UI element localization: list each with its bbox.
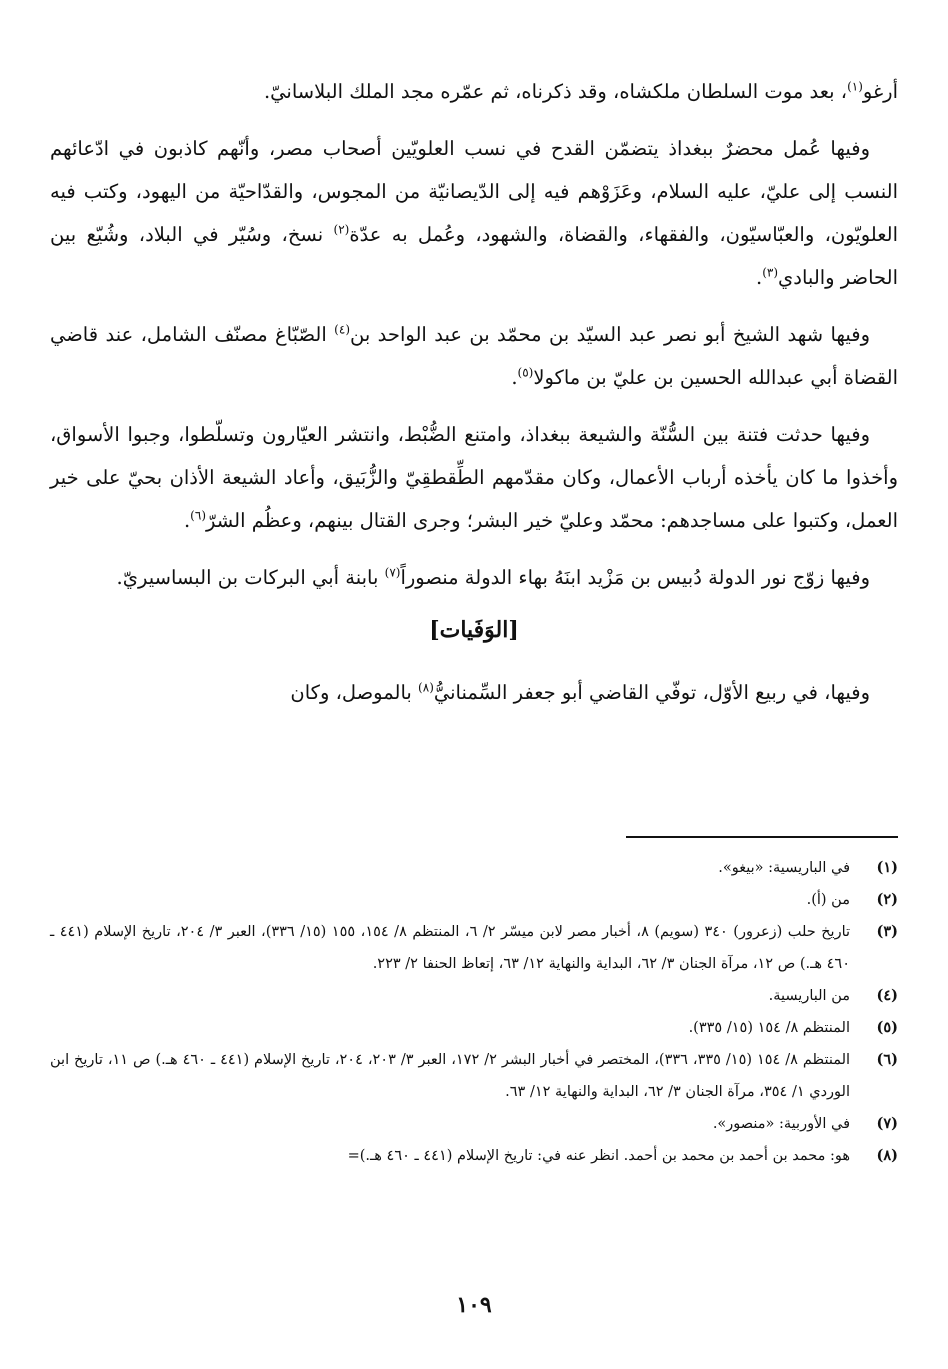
footnote-marker-8: (٨) xyxy=(418,680,434,695)
footnote-marker-3: (٣) xyxy=(762,265,779,280)
footnote-text: من (أ). xyxy=(806,892,850,908)
section-heading: [الوَفَيات] xyxy=(429,617,519,643)
text-run: وفيها حدثت فتنة بين السُّنّة والشيعة ببغداذ، وامتنع الضُّبْط، وانتشر العيّارون وتسلّطوا، وجبوا الأسواق، وأخذوا ما كان يأخذه أرباب الأعمال، وكان مقدّمهم الطِّقطقِيّ والزُّبَيق، وأعاد الشيعة الأذان بحيّ على خير العمل، وكتبوا على مساجدهم: محمّد وعليّ خير البشر؛ وجرى القتال بينهم، وعظُم الشرّ xyxy=(50,423,898,532)
footnote-1 xyxy=(50,852,898,884)
text-run: الصّبّاغ مصنّف الشامل، عند قاضي القضاة أبي عبدالله الحسين بن عليّ بن ماكولا xyxy=(50,323,898,389)
text-run: . xyxy=(183,509,191,532)
footnote-5 xyxy=(50,1012,898,1044)
footnote-2 xyxy=(50,884,898,916)
footnote-separator xyxy=(626,836,898,838)
paragraph-3 xyxy=(50,313,898,399)
footnote-3 xyxy=(50,916,898,980)
main-text xyxy=(50,70,898,728)
paragraph-4 xyxy=(50,413,898,542)
text-run: نسخ، وسُيّر في البلاد، وشُيّع بين الحاضر والبادي xyxy=(50,223,898,289)
text-run: وفيها شهد الشيخ أبو نصر عبد السيّد بن محمّد بن عبد الواحد بن xyxy=(350,323,870,346)
paragraph-5 xyxy=(50,556,898,599)
page-number: ١٠٩ xyxy=(456,1292,492,1318)
footnote-number: (٢) xyxy=(876,891,898,908)
footnote-text: المنتظم ٨/ ١٥٤ (١٥/ ٣٣٥، ٣٣٦)، المختصر في أخبار البشر ٢/ ١٧٢، العبر ٣/ ٢٠٣، ٢٠٤، تاريخ الإسلام (٤٤١ ـ ٤٦٠ هـ.) ص ١١، تاريخ ابن الوردي ١/ ٣٥٤، مرآة الجنان ٣/ ٦٢، البداية والنهاية ١٢/ ٦٣. xyxy=(50,1052,851,1100)
footnotes xyxy=(50,852,898,1172)
text-run: وفيها زوّج نور الدولة دُبيس بن مَزْيد ابنَهُ بهاء الدولة منصوراً xyxy=(400,566,870,589)
footnote-4 xyxy=(50,980,898,1012)
footnote-marker-7: (٧) xyxy=(384,565,401,580)
paragraph-6 xyxy=(50,671,898,714)
text-run: بابنة أبي البركات بن البساسيريّ. xyxy=(116,566,385,589)
footnote-number: (٥) xyxy=(876,1019,898,1036)
footnote-6 xyxy=(50,1044,898,1108)
footnote-7 xyxy=(50,1108,898,1140)
text-run: أرغو xyxy=(862,80,898,103)
footnote-marker-2: (٢) xyxy=(333,222,350,237)
text-run: . xyxy=(756,266,763,289)
footnote-text: من الباريسية. xyxy=(768,988,850,1004)
text-run: وفيها عُمل محضرٌ ببغداذ يتضمّن القدح في نسب العلويّين أصحاب مصر، وأنّهم كاذبون في ادّعائهم النسب إلى عليّ، عليه السلام، وعَزَوْهم فيه إلى الدّيصانيّة من المجوس، والقدّاحيّة من اليهود، وكتب فيه العلويّون، والعبّاسيّون، والفقهاء، والقضاة، والشهود، وعُمل به عدّة xyxy=(50,137,898,246)
text-run: وفيها، في ربيع الأوّل، توفّي القاضي أبو جعفر السِّمنانيُّ xyxy=(433,681,870,704)
footnote-marker-6: (٦) xyxy=(190,508,206,523)
footnote-number: (٤) xyxy=(876,987,898,1004)
footnote-number: (١) xyxy=(876,859,898,876)
paragraph-2 xyxy=(50,127,898,299)
paragraph-1 xyxy=(50,70,898,113)
text-run: بالموصل، وكان xyxy=(290,681,419,704)
footnote-8 xyxy=(50,1140,898,1172)
footnote-marker-5: (٥) xyxy=(517,365,534,380)
footnote-number: (٨) xyxy=(876,1147,898,1164)
footnote-text: تاريخ حلب (زعرور) ٣٤٠ (سويم) ٨، أخبار مصر لابن ميسّر ٢/ ٦، المنتظم ٨/ ١٥٤، ١٥٥ (١٥/ ٣٣٦)، العبر ٣/ ٢٠٤، تاريخ الإسلام (٤٤١ ـ ٤٦٠ هـ.) ص ١٢، مرآة الجنان ٣/ ٦٢، البداية والنهاية ١٢/ ٦٣، إتعاظ الحنفا ٢/ ٢٢٣. xyxy=(50,924,851,972)
footnote-text: في الأوربية: «منصور». xyxy=(712,1116,850,1132)
footnote-number: (٧) xyxy=(876,1115,898,1132)
text-run: ، بعد موت السلطان ملكشاه، وقد ذكرناه، ثم عمّره مجد الملك البلاسانيّ. xyxy=(263,80,848,103)
footnote-text: هو: محمد بن أحمد بن محمد بن أحمد. انظر عنه في: تاريخ الإسلام (٤٤١ ـ ٤٦٠ هـ.)= xyxy=(347,1148,850,1164)
footnote-marker-1: (١) xyxy=(847,79,863,94)
text-run: . xyxy=(511,366,518,389)
footnote-number: (٣) xyxy=(876,923,898,940)
footnote-marker-4: (٤) xyxy=(334,322,350,337)
footnote-number: (٦) xyxy=(876,1051,898,1068)
footnote-text: في الباريسية: «بيغو». xyxy=(718,860,850,876)
footnote-text: المنتظم ٨/ ١٥٤ (١٥/ ٣٣٥). xyxy=(688,1020,850,1036)
